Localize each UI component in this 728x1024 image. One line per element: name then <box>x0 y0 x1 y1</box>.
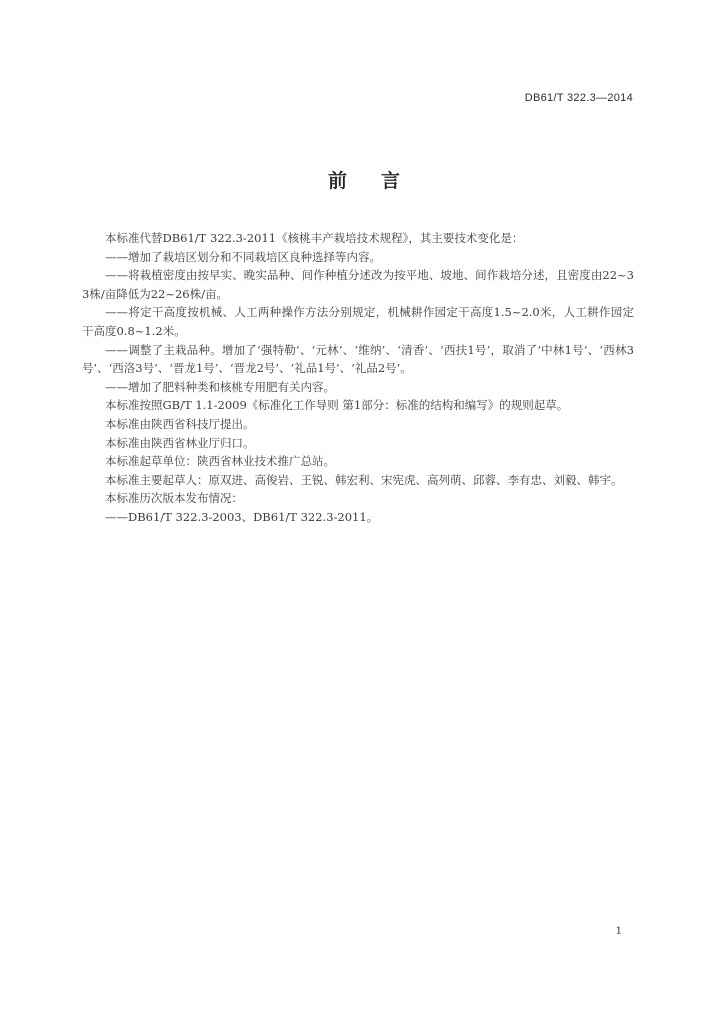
paragraph-history-list: ——DB61/T 322.3-2003、DB61/T 322.3-2011。 <box>105 509 379 524</box>
paragraph-change-varieties: ——调整了主栽品种。增加了‘强特勒’、‘元林’、‘维纳’、‘清香’、‘西扶1号’，取消了‘中林1号’、‘西林3号’、‘西洛3号’、‘晋龙1号’、‘晋龙2号’、‘礼品1号’、‘礼品2号’。 <box>82 342 634 376</box>
paragraph-change-trunk-height: ——将定干高度按机械、人工两种操作方法分别规定，机械耕作园定干高度1.5~2.0米，人工耕作园定干高度0.8~1.2米。 <box>82 305 634 338</box>
paragraph-change-zoning: ——增加了栽培区划分和不同栽培区良种选择等内容。 <box>105 249 381 264</box>
paragraph-proposer: 本标准由陕西省科技厅提出。 <box>105 416 255 431</box>
document-code: DB61/T 322.3—2014 <box>524 92 633 104</box>
paragraph-drafting-unit: 本标准起草单位：陕西省林业技术推广总站。 <box>105 454 335 469</box>
section-title: 前言 <box>327 170 434 192</box>
paragraph-administrator: 本标准由陕西省林业厅归口。 <box>105 435 255 450</box>
paragraph-drafting-rules: 本标准按照GB/T 1.1-2009《标准化工作导则 第1部分：标准的结构和编写》的规则起草。 <box>105 398 569 413</box>
paragraph-change-fertilizer: ——增加了肥料种类和核桃专用肥有关内容。 <box>105 379 335 394</box>
page-number: 1 <box>615 926 622 937</box>
paragraph-drafters: 本标准主要起草人：原双进、高俊岩、王锐、韩宏利、宋宪虎、高列萌、邱蓉、李有忠、刘毅、韩宇。 <box>105 472 623 487</box>
paragraph-intro: 本标准代替DB61/T 322.3-2011《核桃丰产栽培技术规程》，其主要技术变化是： <box>105 231 524 245</box>
paragraph-change-density: ——将栽植密度由按早实、晚实品种、间作种植分述改为按平地、坡地、间作栽培分述，且密度由22~33株/亩降低为22~26株/亩。 <box>82 268 634 301</box>
foreword-body <box>82 229 634 527</box>
paragraph-history-heading: 本标准历次版本发布情况： <box>105 491 243 506</box>
